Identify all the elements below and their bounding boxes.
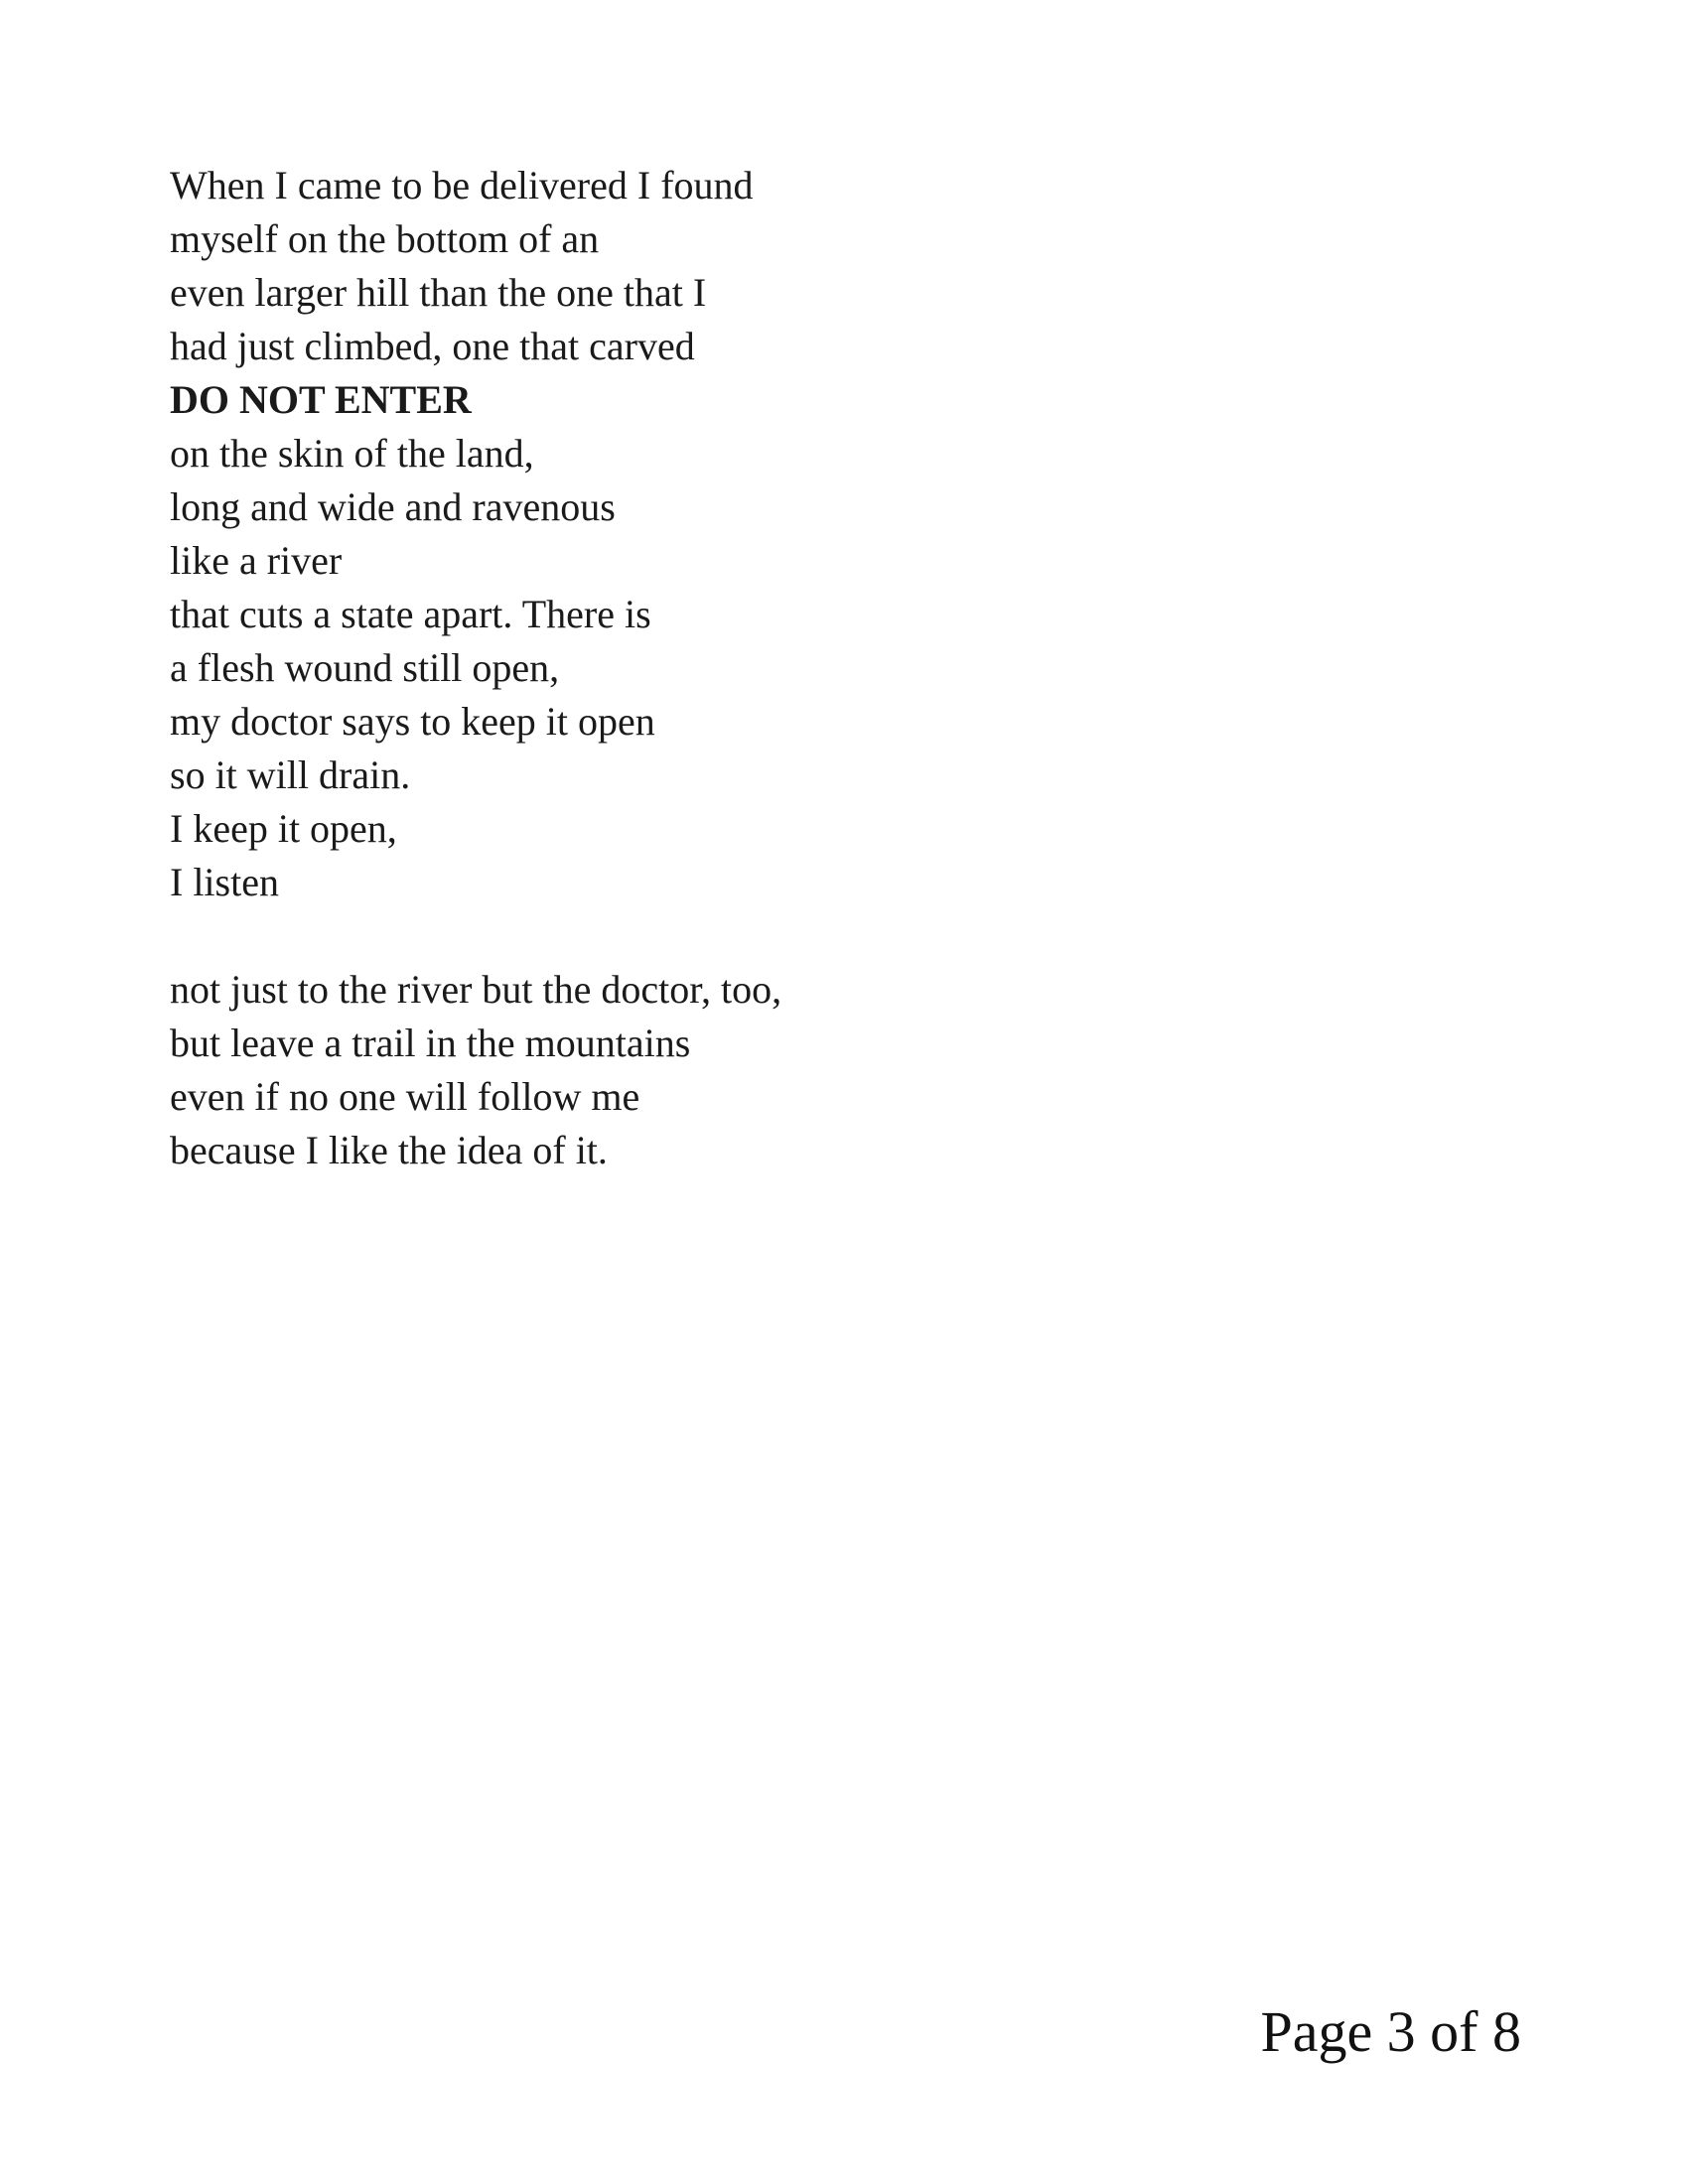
poem-body — [170, 159, 1262, 1177]
poem-line: but leave a trail in the mountains — [170, 1021, 691, 1065]
poem-stanza-1 — [170, 159, 1262, 909]
poem-line: not just to the river but the doctor, too, — [170, 967, 782, 1012]
poem-line: I keep it open, — [170, 806, 397, 851]
poem-line: long and wide and ravenous — [170, 484, 616, 529]
poem-line: had just climbed, one that carved — [170, 324, 695, 368]
poem-line: myself on the bottom of an — [170, 216, 600, 261]
poem-line: I listen — [170, 860, 279, 904]
poem-line: so it will drain. — [170, 752, 411, 797]
poem-line: even if no one will follow me — [170, 1074, 640, 1119]
poem-stanza-2 — [170, 963, 1262, 1177]
poem-line: that cuts a state apart. There is — [170, 592, 651, 636]
poem-line: like a river — [170, 538, 343, 583]
poem-line: a flesh wound still open, — [170, 645, 560, 690]
poem-line: my doctor says to keep it open — [170, 699, 655, 744]
poem-line-emphasis: DO NOT ENTER — [170, 377, 472, 422]
poem-line: even larger hill than the one that I — [170, 270, 707, 315]
page-number: Page 3 of 8 — [1260, 1999, 1521, 2064]
poem-line: When I came to be delivered I found — [170, 163, 754, 207]
poem-line: on the skin of the land, — [170, 431, 534, 476]
poem-line: because I like the idea of it. — [170, 1128, 608, 1172]
